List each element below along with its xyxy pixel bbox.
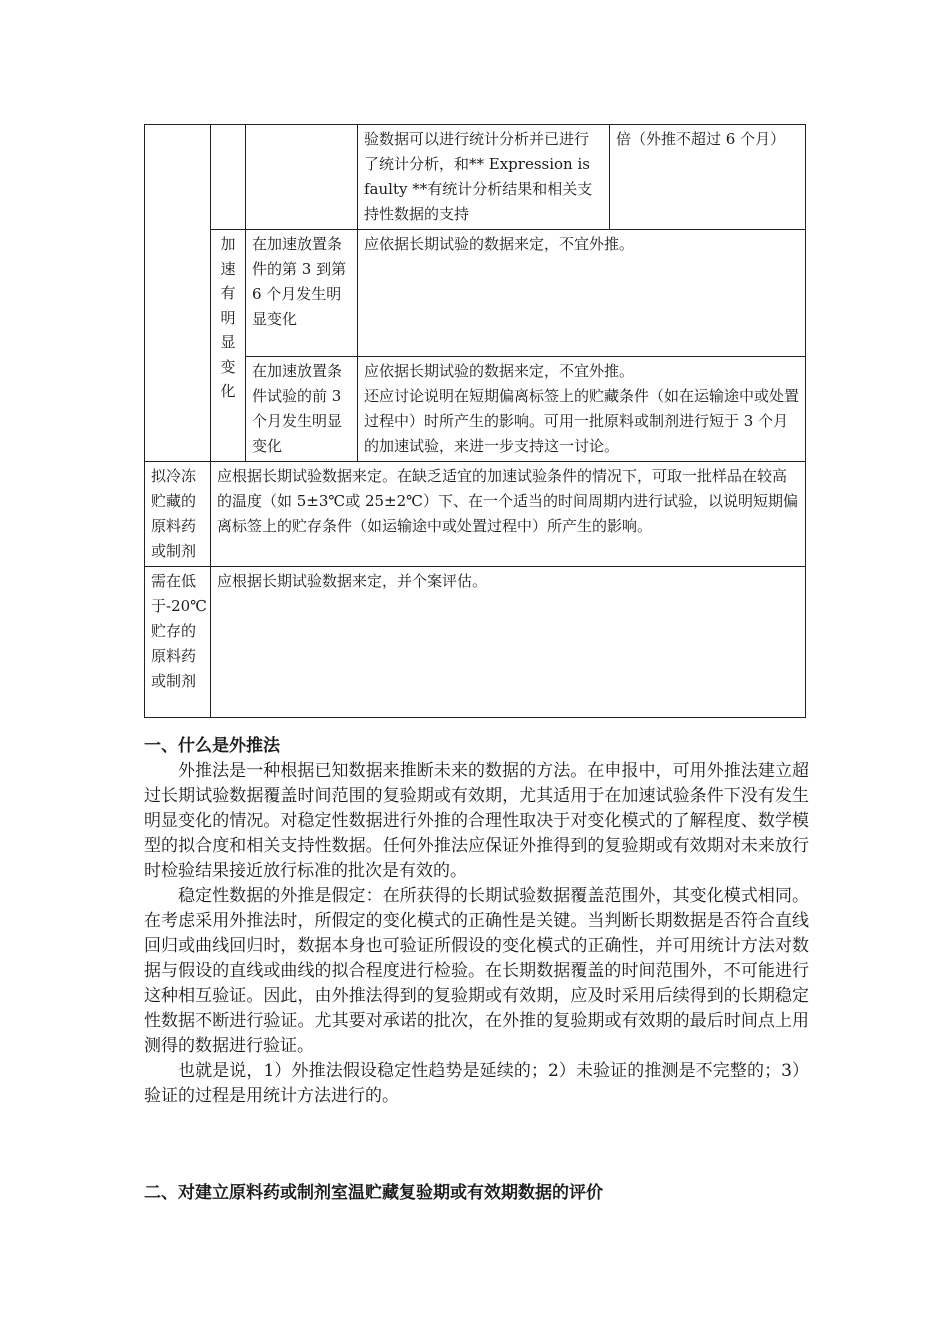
table-row: [145, 567, 806, 718]
table-cell-line: 应依据长期试验的数据来定，不宜外推。: [364, 362, 635, 380]
accelerated-change-label: 加 速 有 明 显 变 化: [211, 230, 246, 462]
section-heading: 二、对建立原料药或制剂室温贮藏复验期或有效期数据的评价: [144, 1183, 603, 1203]
table-cell-empty: [211, 125, 246, 230]
section-evaluation: [144, 1181, 809, 1206]
table-cell-condition: 在加速放置条件的第 3 到第 6 个月发生明显变化: [246, 230, 358, 357]
table-cell-text: [358, 357, 806, 462]
table-cell-label: 拟冷冻贮藏的原料药或制剂: [145, 462, 211, 567]
section-extrapolation: [144, 734, 809, 1109]
stability-table: [144, 124, 806, 718]
table-cell-text: 倍（外推不超过 6 个月）: [610, 125, 806, 230]
table-row: [145, 125, 806, 230]
section-heading: 一、什么是外推法: [144, 736, 280, 756]
paragraph: 也就是说，1）外推法假设稳定性趋势是延续的；2）未验证的推测是不完整的；3）验证的过程是用统计方法进行的。: [144, 1061, 809, 1106]
paragraph: 稳定性数据的外推是假定：在所获得的长期试验数据覆盖范围外，其变化模式相同。在考虑采用外推法时，所假定的变化模式的正确性是关键。当判断长期数据是否符合直线回归或曲线回归时，数据本身也可验证所假设的变化模式的正确性，并可用统计方法对数据与假设的直线或曲线的拟合程度进行检验。在长期数据覆盖的时间范围外，不可能进行这种相互验证。因此，由外推法得到的复验期或有效期，应及时采用后续得到的长期稳定性数据不断进行验证。尤其要对承诺的批次，在外推的复验期或有效期的最后时间点上用测得的数据进行验证。: [144, 886, 809, 1056]
table-cell-empty: [145, 125, 211, 462]
table-cell-text: 应根据长期试验数据来定，并个案评估。: [211, 567, 806, 718]
table-cell-condition: 在加速放置条件试验的前 3 个月发生明显变化: [246, 357, 358, 462]
table-row: [145, 230, 806, 357]
table-cell-text: 验数据可以进行统计分析并已进行了统计分析，和** Expression is faulty **有统计分析结果和相关支持性数据的支持: [358, 125, 610, 230]
table-cell-text: 应根据长期试验数据来定。在缺乏适宜的加速试验条件的情况下，可取一批样品在较高的温度（如 5±3℃或 25±2℃）下、在一个适当的时间周期内进行试验，以说明短期偏离标签上的贮存条件（如运输途中或处置过程中）所产生的影响。: [211, 462, 806, 567]
table-cell-line: 还应讨论说明在短期偏离标签上的贮藏条件（如在运输途中或处置过程中）时所产生的影响。可用一批原料或制剂进行短于 3 个月的加速试验，来进一步支持这一讨论。: [364, 387, 800, 455]
table-row: [145, 462, 806, 567]
table-cell-label: 需在低于-20℃贮存的原料药或制剂: [145, 567, 211, 718]
table-cell-empty: [246, 125, 358, 230]
paragraph: 外推法是一种根据已知数据来推断未来的数据的方法。在申报中，可用外推法建立超过长期试验数据覆盖时间范围的复验期或有效期，尤其适用于在加速试验条件下没有发生明显变化的情况。对稳定性数据进行外推的合理性取决于对变化模式的了解程度、数学模型的拟合度和相关支持性数据。任何外推法应保证外推得到的复验期或有效期对未来放行时检验结果接近放行标准的批次是有效的。: [144, 761, 809, 881]
table-cell-text: 应依据长期试验的数据来定，不宜外推。: [358, 230, 806, 357]
